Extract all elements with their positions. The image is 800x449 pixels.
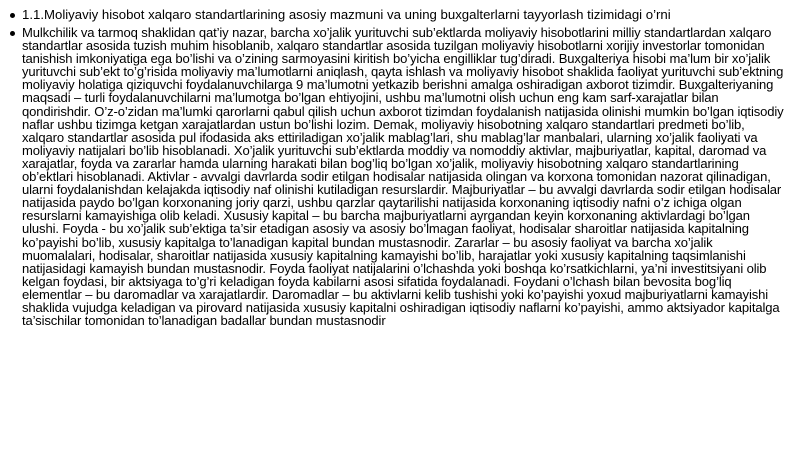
bullet-list <box>8 6 788 327</box>
bullet-item-body <box>8 26 788 327</box>
slide-body-text: Mulkchilik va tarmoq shaklidan qat’iy nazar, barcha xo’jalik yurituvchi sub’ektlarda moliyaviy hisobotlarini milliy standartlardan xalqaro standartlar asosida tuzish muhim hisoblanib, xalqaro standartlar asosida tuzilgan moliyaviy hisobotlarni xorijiy investorlar tomonidan tanishish imkoniyatiga ega bo’lishi va o’zining sarmoyasini kiritish bo’yicha engilliklar tug’diradi. Buxgalteriya hisobi ma’lum bir xo’jalik yurituvchi sub’ekt to’g’risida moliyaviy ma’lumotlarni aniqlash, qayta ishlash va moliyaviy hisobot shaklida faoliyat yurituvchi sub’ektning moliyaviy holatiga qiziquvchi foydalanuvchilarga 9 ma’lumotni yetkazib berishni amalga oshiradigan axborot tizimdir. Buxgalteriyaning maqsadi – turli foydalanuvchilarni ma’lumotga bo’lgan ehtiyojini, ushbu ma’lumotni olish uchun eng kam sarf-xarajatlar bilan qondirishdir. O’z-o’zidan ma’lumki qarorlarni qabul qilish uchun axborot tizimdan foydalanish natijasida olinishi mumkin bo’lgan iqtisodiy naflar ushbu tizimga ketgan xarajatlardan ustun bo’lishi lozim. Demak, moliyaviy hisobotning xalqaro standartlari predmeti bo’lib, xalqaro standartlar asosida pul ifodasida aks ettiriladigan xo’jalik mablag’lari, shu mablag’lar manbalari, ularning xo’jalik faoliyati va moliyaviy natijalari bo’lib hisoblanadi. Xo’jalik yurituvchi sub’ektlarda moddiy va nomoddiy aktivlar, majburiyatlar, kapital, daromad va xarajatlar, foyda va zararlar hamda ularning harakati bilan bog’liq bo’lgan xo’jalik, moliyaviy hisobotning xalqaro standartlarining ob’ektlari hisoblanadi. Aktivlar - avvalgi davrlarda sodir etilgan hodisalar natijasida olingan va korxona tomonidan nazorat qilinadigan, ularni foydalanishdan kelajakda iqtisodiy naf olinishi kutiladigan resurslardir. Majburiyatlar – bu avvalgi davrlarda sodir etilgan hodisalar natijasida paydo bo’lgan korxonaning joriy qarzi, ushbu qarzlar qaytarilishi natijasida korxonaning iqtisodiy nafni o’z ichiga olgan resurslarni kamayishiga olib keladi. Xususiy kapital – bu barcha majburiyatlarni ayrgandan keyin korxonaning aktivlardagi bo’lgan ulushi. Foyda - bu xo’jalik sub’ektiga ta’sir etadigan asosiy va asosiy bo’lmagan faoliyat, hodisalar sharoitlar natijasida kapitalning ko’payishi bo’lib, xususiy kapitalga to’lanadigan kapital bundan mustasnodir. Zararlar – bu asosiy faoliyat va barcha xo’jalik muomalalari, hodisalar, sharoitlar natijasida xususiy kapitalning kamayishi bo’lib, harajatlar yoki xususiy kapitalning taqsimlanishi natijasidagi kamayish bundan mustasnodir. Foyda faoliyat natijalarini o’lchashda yoki boshqa ko’rsatkichlarni, ya’ni investitsiyani olib kelgan foydasi, bir aktsiyaga to’g’ri keladigan foyda kabilarni asosi sifatida foydalanadi. Foydani o’lchash bilan bevosita bog’liq elementlar – bu daromadlar va xarajatlardir. Daromadlar – bu aktivlarni kelib tushishi yoki ko’payishi yoxud majburiyatlarni kamayishi shaklida vujudga keladigan va pirovard natijasida xususiy kapitalni oshiradigan iqtisodiy naflarni ko’payishi, ammo aktsiyador kapitalga ta’sischilar tomonidan to’lanadigan badallar bundan mustasnodir <box>22 25 784 329</box>
slide-heading: 1.1.Moliyaviy hisobot xalqaro standartlarining asosiy mazmuni va uning buxgalterlarni tayyorlash tizimidagi o’rni <box>22 7 671 22</box>
bullet-dot-icon <box>10 31 15 36</box>
bullet-dot-icon <box>10 13 15 18</box>
bullet-item-heading <box>8 6 788 23</box>
